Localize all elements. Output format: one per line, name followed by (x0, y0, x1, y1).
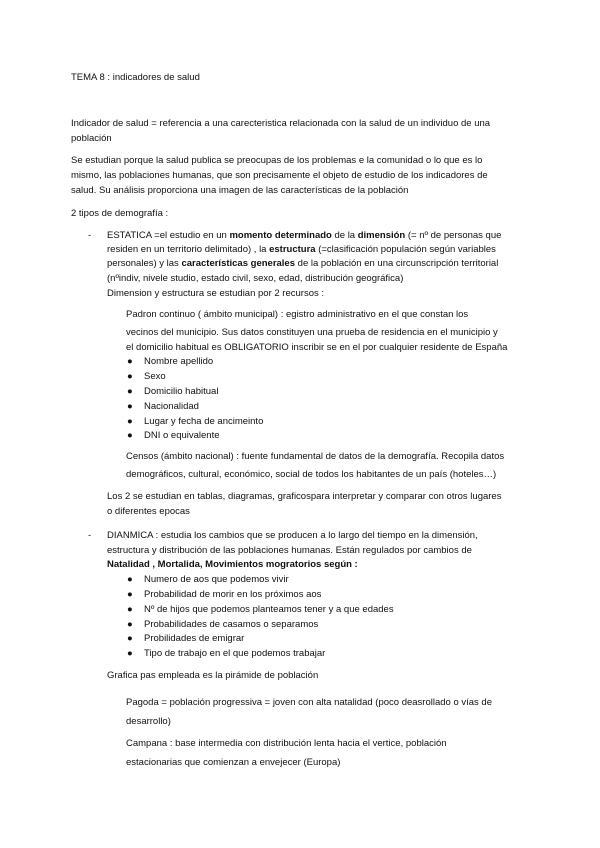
grafica-line: Grafica pas empleada es la pirámide de población (107, 670, 319, 681)
dinamica-line-3: Natalidad , Mortalida, Movimientos mogratorios según : (107, 559, 358, 570)
estatica-line-2: residen en un territorio delimitado) , la estructura (=clasificación populación según variables (107, 244, 496, 255)
padron-line-3: el domicilio habitual es OBLIGATORIO inscribir se en el por cualquier residente de España (126, 342, 508, 353)
bullet-icon: ● (127, 386, 133, 397)
padron-line-1: Padron continuo ( ámbito municipal) : egistro administrativo en el que constan los (126, 309, 469, 320)
dinamica-line-2: estructura y distribución de las poblaciones humanas. Están regulados por cambios de (107, 545, 472, 556)
censos-line-2: demográficos, cultural, económico, social de todos los habitantes de un país (hoteles…) (126, 469, 497, 480)
bullet-icon: ● (127, 604, 133, 615)
bullet-icon: ● (127, 619, 133, 630)
list-item: Probabilidad de morir en los próximos aos (144, 589, 322, 600)
tablas-line-2: o diferentes epocas (107, 506, 190, 517)
list-item: Tipo de trabajo en el que podemos trabajar (144, 648, 326, 659)
list-item: Numero de aos que podemos vivir (144, 574, 289, 585)
bullet-icon: ● (127, 430, 133, 441)
bullet-icon: ● (127, 574, 133, 585)
intro-line-2: mismo, las poblaciones humanas, que son precisamente el objeto de estudio de los indicadores de (71, 170, 488, 181)
bullet-icon: ● (127, 356, 133, 367)
bullet-icon: ● (127, 633, 133, 644)
bullet-icon: ● (127, 371, 133, 382)
list-item: Sexo (144, 371, 166, 382)
bullet-icon: ● (127, 589, 133, 600)
estatica-line-4: (nºindiv, nivele studio, estado civil, sexo, edad, distribución geográfica) (107, 273, 404, 284)
list-item: Nacionalidad (144, 401, 199, 412)
page-title: TEMA 8 : indicadores de salud (71, 72, 200, 83)
dinamica-line-1: DIANMICA : estudia los cambios que se producen a lo largo del tiempo en la dimensión, (107, 530, 478, 541)
padron-line-2: vecinos del municipio. Sus datos constituyen una prueba de residencia en el municipio y (126, 327, 498, 338)
types-heading: 2 tipos de demografía : (71, 208, 169, 219)
campana-line-1: Campana : base intermedia con distribución lenta hacia el vertice, población (126, 738, 447, 749)
intro-line-1: Se estudian porque la salud publica se preocupas de los problemas e la comunidad o lo que es lo (71, 155, 483, 166)
list-item: Lugar y fecha de ancimeinto (144, 416, 264, 427)
censos-line-1: Censos (ámbito nacional) : fuente fundamental de datos de la demografía. Recopila datos (126, 451, 505, 462)
list-item: Nº de hijos que podemos planteamos tener y a que edades (144, 604, 394, 615)
estatica-line-5: Dimension y estructura se estudian por 2 recursos : (107, 288, 325, 299)
estatica-line-1: ESTATICA =el estudio en un momento determinado de la dimensión (= nº de personas que (107, 230, 502, 241)
dash-marker: - (88, 230, 92, 241)
pagoda-line-2: desarrollo) (126, 716, 171, 727)
tablas-line-1: Los 2 se estudian en tablas, diagramas, graficospara interpretar y comparar con otros lugares (107, 491, 502, 502)
campana-line-2: estacionarias que comienzan a envejecer (Europa) (126, 757, 341, 768)
definition-line-1: Indicador de salud = referencia a una carecteristica relacionada con la salud de un individuo de una (71, 118, 491, 129)
definition-line-2: población (71, 133, 112, 144)
bullet-icon: ● (127, 416, 133, 427)
list-item: Nombre apellido (144, 356, 214, 367)
intro-line-3: salud. Su análisis proporciona una imagen de las características de la población (71, 185, 409, 196)
list-item: Domicilio habitual (144, 386, 219, 397)
estatica-line-3: personales) y las características generales de la población en una circunscripción territorial (107, 258, 499, 269)
list-item: Probilidades de emigrar (144, 633, 245, 644)
bullet-icon: ● (127, 401, 133, 412)
list-item: Probabilidades de casamos o separamos (144, 619, 319, 630)
bullet-icon: ● (127, 648, 133, 659)
list-item: DNI o equivalente (144, 430, 220, 441)
pagoda-line-1: Pagoda = población progressiva = joven con alta natalidad (poco deasrollado o vías de (126, 697, 493, 708)
dash-marker: - (88, 530, 92, 541)
